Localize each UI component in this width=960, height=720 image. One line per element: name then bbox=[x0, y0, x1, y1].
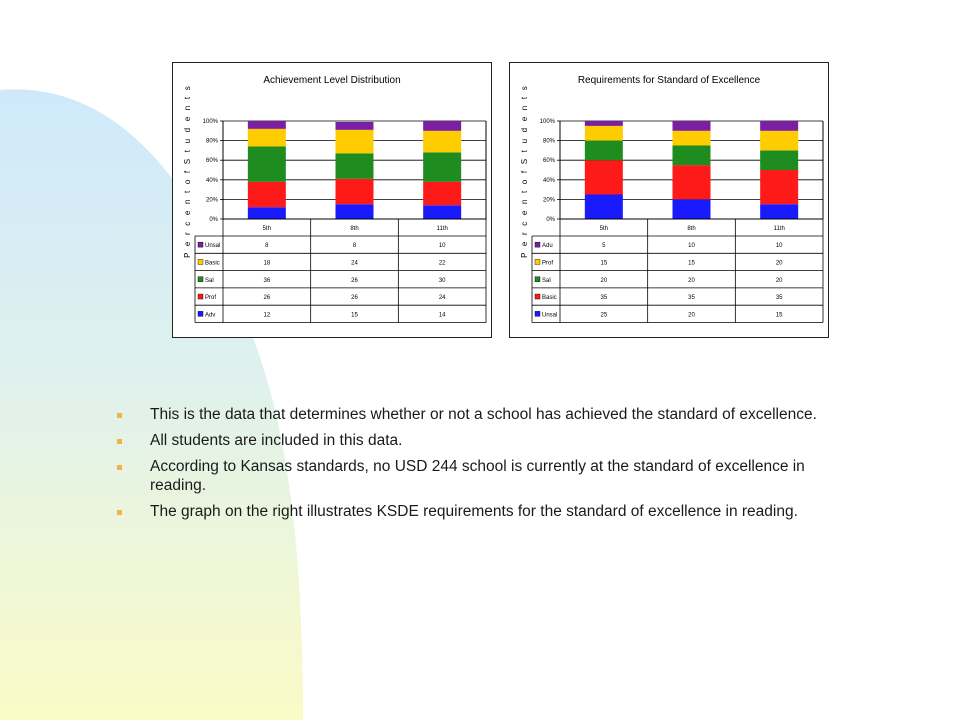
legend-label: Prof bbox=[542, 260, 554, 267]
y-axis-label: P e r c e n t o f S t u d e n t s bbox=[183, 84, 192, 258]
chart-title: Achievement Level Distribution bbox=[263, 75, 401, 86]
bar-segment bbox=[585, 160, 623, 194]
x-category-label: 8th bbox=[687, 226, 696, 232]
x-category-label: 5th bbox=[599, 226, 609, 232]
legend-swatch bbox=[198, 242, 203, 247]
table-value: 14 bbox=[438, 312, 446, 319]
table-value: 36 bbox=[263, 277, 271, 284]
legend-swatch bbox=[535, 259, 540, 264]
table-value: 15 bbox=[600, 260, 608, 267]
table-value: 5 bbox=[602, 243, 606, 250]
bar-segment bbox=[423, 131, 461, 153]
table-value: 15 bbox=[688, 260, 695, 267]
bar-segment bbox=[673, 165, 711, 199]
bar-segment bbox=[423, 121, 461, 131]
bullet-marker-icon bbox=[117, 465, 122, 470]
legend-label: Prof bbox=[205, 295, 217, 302]
y-tick-label: 0% bbox=[209, 217, 218, 223]
y-axis-label: P e r c e n t o f S t u d e n t s bbox=[520, 84, 529, 258]
bullet-item bbox=[113, 405, 843, 424]
bullet-item bbox=[113, 431, 843, 450]
legend-label: Basic bbox=[205, 260, 220, 267]
requirements-chart bbox=[509, 62, 829, 338]
table-value: 15 bbox=[351, 312, 358, 319]
table-value: 24 bbox=[351, 260, 358, 267]
legend-swatch bbox=[198, 294, 203, 299]
table-value: 18 bbox=[263, 260, 271, 267]
legend-label: Sal bbox=[205, 277, 214, 284]
table-value: 20 bbox=[775, 260, 783, 267]
x-category-label: 5th bbox=[262, 226, 272, 232]
bullet-text: According to Kansas standards, no USD 244 school is currently at the standard of excellence in reading. bbox=[150, 458, 805, 494]
y-tick-label: 20% bbox=[205, 197, 218, 204]
bullet-text: The graph on the right illustrates KSDE requirements for the standard of excellence in reading. bbox=[150, 503, 798, 520]
bar-segment bbox=[248, 121, 286, 129]
legend-swatch bbox=[535, 294, 540, 299]
table-value: 20 bbox=[775, 277, 783, 284]
x-category-label: 8th bbox=[350, 226, 359, 232]
bar-segment bbox=[585, 126, 623, 141]
table-value: 20 bbox=[688, 277, 695, 284]
bullet-marker-icon bbox=[117, 413, 122, 418]
table-value: 26 bbox=[351, 277, 358, 284]
bar-segment bbox=[248, 129, 286, 147]
table-value: 22 bbox=[438, 260, 446, 267]
x-category-label: 11th bbox=[773, 226, 785, 232]
chart-title: Requirements for Standard of Excellence bbox=[577, 75, 761, 86]
table-value: 8 bbox=[265, 243, 269, 250]
bar-segment bbox=[336, 130, 374, 154]
legend-swatch bbox=[535, 277, 540, 282]
table-value: 25 bbox=[600, 312, 608, 319]
legend-label: Adu bbox=[542, 243, 553, 250]
legend-swatch bbox=[198, 259, 203, 264]
bar-segment bbox=[760, 131, 798, 151]
table-value: 10 bbox=[438, 243, 446, 250]
y-tick-label: 20% bbox=[542, 197, 555, 204]
legend-label: Unsal bbox=[205, 243, 221, 250]
legend-swatch bbox=[535, 242, 540, 247]
bar-segment bbox=[760, 204, 798, 219]
y-tick-label: 0% bbox=[546, 217, 555, 223]
table-value: 35 bbox=[600, 295, 608, 302]
bar-segment bbox=[248, 146, 286, 181]
bar-segment bbox=[248, 182, 286, 207]
table-value: 20 bbox=[688, 312, 695, 319]
table-value: 10 bbox=[775, 243, 783, 250]
bar-segment bbox=[423, 205, 461, 219]
table-value: 35 bbox=[775, 295, 783, 302]
table-value: 30 bbox=[438, 277, 446, 284]
bar-segment bbox=[585, 141, 623, 161]
legend-label: Sal bbox=[542, 277, 551, 284]
achievement-chart-svg bbox=[173, 63, 491, 337]
y-tick-label: 100% bbox=[539, 119, 555, 125]
table-value: 24 bbox=[438, 295, 446, 302]
legend-label: Basic bbox=[542, 295, 557, 302]
table-value: 26 bbox=[351, 295, 358, 302]
y-tick-label: 60% bbox=[542, 158, 555, 165]
bar-segment bbox=[336, 179, 374, 204]
legend-swatch bbox=[198, 311, 203, 316]
x-category-label: 11th bbox=[436, 226, 448, 232]
y-tick-label: 40% bbox=[542, 177, 555, 184]
achievement-chart bbox=[172, 62, 492, 338]
bullet-marker-icon bbox=[117, 439, 122, 444]
y-tick-label: 80% bbox=[205, 138, 218, 145]
bullet-marker-icon bbox=[117, 510, 122, 515]
bar-segment bbox=[760, 170, 798, 204]
y-tick-label: 100% bbox=[202, 119, 218, 125]
bar-segment bbox=[423, 152, 461, 181]
bar-segment bbox=[336, 153, 374, 178]
y-tick-label: 80% bbox=[542, 138, 555, 145]
legend-label: Unsal bbox=[542, 312, 558, 319]
table-value: 12 bbox=[263, 312, 271, 319]
table-value: 20 bbox=[600, 277, 608, 284]
bar-segment bbox=[760, 121, 798, 131]
table-value: 15 bbox=[775, 312, 783, 319]
bar-segment bbox=[423, 182, 461, 206]
bar-segment bbox=[673, 131, 711, 146]
table-value: 26 bbox=[263, 295, 271, 302]
bar-segment bbox=[673, 121, 711, 131]
bar-segment bbox=[673, 199, 711, 219]
bar-segment bbox=[585, 121, 623, 126]
bar-segment bbox=[760, 150, 798, 170]
requirements-chart-svg bbox=[510, 63, 828, 337]
bullet-item bbox=[113, 457, 843, 495]
bar-segment bbox=[673, 146, 711, 166]
bar-segment bbox=[248, 207, 286, 219]
y-tick-label: 60% bbox=[205, 158, 218, 165]
legend-label: Adv bbox=[205, 312, 216, 319]
bullet-list bbox=[113, 405, 843, 528]
table-value: 35 bbox=[688, 295, 695, 302]
y-tick-label: 40% bbox=[205, 177, 218, 184]
table-value: 8 bbox=[352, 243, 357, 250]
bar-segment bbox=[336, 122, 374, 130]
legend-swatch bbox=[535, 311, 540, 316]
table-value: 10 bbox=[688, 243, 695, 250]
bullet-text: This is the data that determines whether or not a school has achieved the standard of excellence. bbox=[150, 406, 817, 423]
legend-swatch bbox=[198, 277, 203, 282]
bullet-text: All students are included in this data. bbox=[150, 432, 403, 449]
bar-segment bbox=[585, 195, 623, 220]
bullet-item bbox=[113, 502, 843, 521]
bar-segment bbox=[336, 204, 374, 219]
